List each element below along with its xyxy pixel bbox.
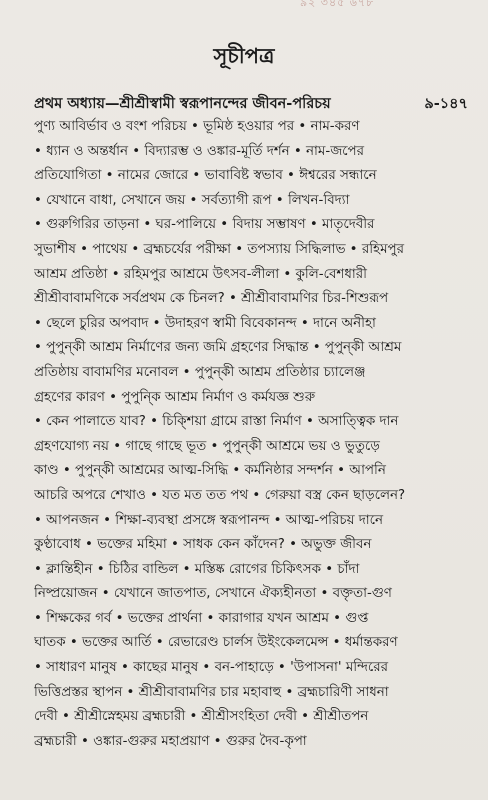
chapter-heading: প্রথম অধ্যায়—শ্রীশ্রীস্বামী স্বরূপানন্দের জীবন-পরিচয় bbox=[34, 96, 331, 112]
toc-line: গ্রহণযোগ্য নয় • গাছে গাছে ভূত • পুপুন্কী আশ্রমে ভয় ও ভুতুড়ে bbox=[34, 438, 380, 454]
chapter-heading-row bbox=[34, 93, 468, 115]
toc-line: শ্রীশ্রীবাবামণিকে সর্বপ্রথম কে চিনল? • শ্রীশ্রীবাবামণির চির-শিশুরূপ bbox=[34, 291, 389, 307]
toc-line: দেবী • শ্রীশ্রীস্নেহময় ব্রহ্মচারী • শ্রীশ্রীসংহিতা দেবী • শ্রীশ্রীতপন bbox=[34, 709, 369, 725]
toc-line: প্রতিষ্ঠায় বাবামণির মনোবল • পুপুন্কী আশ্রম প্রতিষ্ঠার চ্যালেঞ্জ bbox=[34, 364, 366, 380]
toc-line: কুণ্ঠাবোধ • ভক্তের মহিমা • সাধক কেন কাঁদেন? • অভুক্ত জীবন bbox=[34, 537, 372, 553]
toc-line: সুভাশীষ • পাথেয় • ব্রহ্মচর্যের পরীক্ষা • তপস্যায় সিদ্ধিলাভ • রহিমপুর bbox=[34, 241, 404, 257]
bleed-text: ৯২ ৩৪৫ ৬৭৮ bbox=[300, 0, 375, 9]
chapter-page-range: ৯-১৪৭ bbox=[424, 96, 468, 112]
toc-line: • পুপুন্কী আশ্রম নির্মাণের জন্য জমি গ্রহণের সিদ্ধান্ত • পুপুন্কী আশ্রম bbox=[34, 340, 402, 356]
toc-line: • ধ্যান ও অন্তর্ধান • বিদ্যারম্ভ ও ওঙ্কার-মূর্তি দর্শন • নাম-জপের bbox=[34, 143, 365, 159]
toc-line: ঘাতক • ভক্তের আর্তি • রেভারেণ্ড চার্লস উইংকেলমেন্স • ধর্মান্তকরণ bbox=[34, 635, 398, 651]
toc-line: • ক্লান্তিহীন • চিঠির বান্ডিল • মস্তিষ্ক রোগের চিকিৎসক • চাঁদা bbox=[34, 561, 360, 577]
toc-line: ব্রহ্মচারী • ওঙ্কার-গুরুর মহাপ্রয়াণ • গুরুর দৈব-কৃপা bbox=[34, 733, 307, 749]
toc-line: পুণ্য আবির্ভাব ও বংশ পরিচয় • ভূমিষ্ঠ হওয়ার পর • নাম-করণ bbox=[34, 119, 360, 134]
toc-line: • গুরুগিরির তাড়না • ঘর-পালিয়ে • বিদায় সম্ভাষণ • মাতৃদেবীর bbox=[34, 217, 375, 233]
toc-line: ভিত্তিপ্রস্তর স্থাপন • শ্রীশ্রীবাবামণির চার মহাবাহু • ব্রহ্মচারিণী সাধনা bbox=[34, 684, 389, 700]
toc-line: প্রতিযোগিতা • নামের জোরে • ভাবাবিষ্ট স্বভাব • ঈশ্বরের সন্ধানে bbox=[34, 168, 377, 184]
toc-line: • যেখানে বাধা, সেখানে জয় • সর্বত্যাগী রূপ • লিখন-বিদ্যা bbox=[34, 192, 350, 208]
toc-entries bbox=[34, 115, 468, 754]
toc-line: আচরি অপরে শেখাও • যত মত তত পথ • গেরুয়া বস্ত্র কেন ছাড়লেন? bbox=[34, 487, 406, 503]
toc-line: কাণ্ড • পুপুন্কী আশ্রমের আত্ম-সিদ্ধি • কর্মনিষ্ঠার সন্দর্শন • আপনি bbox=[34, 463, 386, 479]
toc-line: আশ্রম প্রতিষ্ঠা • রহিমপুর আশ্রমে উৎসব-লীলা • কুলি-বেশধারী bbox=[34, 266, 367, 282]
toc-line: • শিক্ষকের গর্ব • ভক্তের প্রার্থনা • কারাগার যখন আশ্রম • গুপ্ত bbox=[34, 610, 369, 626]
toc-line: • ছেলে চুরির অপবাদ • উদাহরণ স্বামী বিবেকানন্দ • দানে অনীহা bbox=[34, 315, 376, 331]
toc-line: • আপনজন • শিক্ষা-ব্যবস্থা প্রসঙ্গে স্বরূপানন্দ • আত্ম-পরিচয় দানে bbox=[34, 512, 384, 528]
toc-line: গ্রহণের কারণ • পুপুন্কি আশ্রম নির্মাণ ও কর্মযজ্ঞ শুরু bbox=[34, 389, 315, 405]
page-title: সূচীপত্র bbox=[213, 44, 275, 68]
toc-line: নিষ্প্রয়োজন • যেখানে জাতপাত, সেখানে ঐক্যহীনতা • বক্তৃতা-গুণ bbox=[34, 586, 392, 602]
previous-page-bleed bbox=[300, 0, 488, 14]
toc-line: • কেন পালাতে যাব? • চিক্শিয়া গ্রামে রাস্তা নির্মাণ • অসাত্ত্বিক দান bbox=[34, 414, 399, 430]
toc-line: • সাধারণ মানুষ • কাছের মানুষ • বন-পাহাড়ে • 'উপাসনা' মন্দিরের bbox=[34, 660, 388, 676]
